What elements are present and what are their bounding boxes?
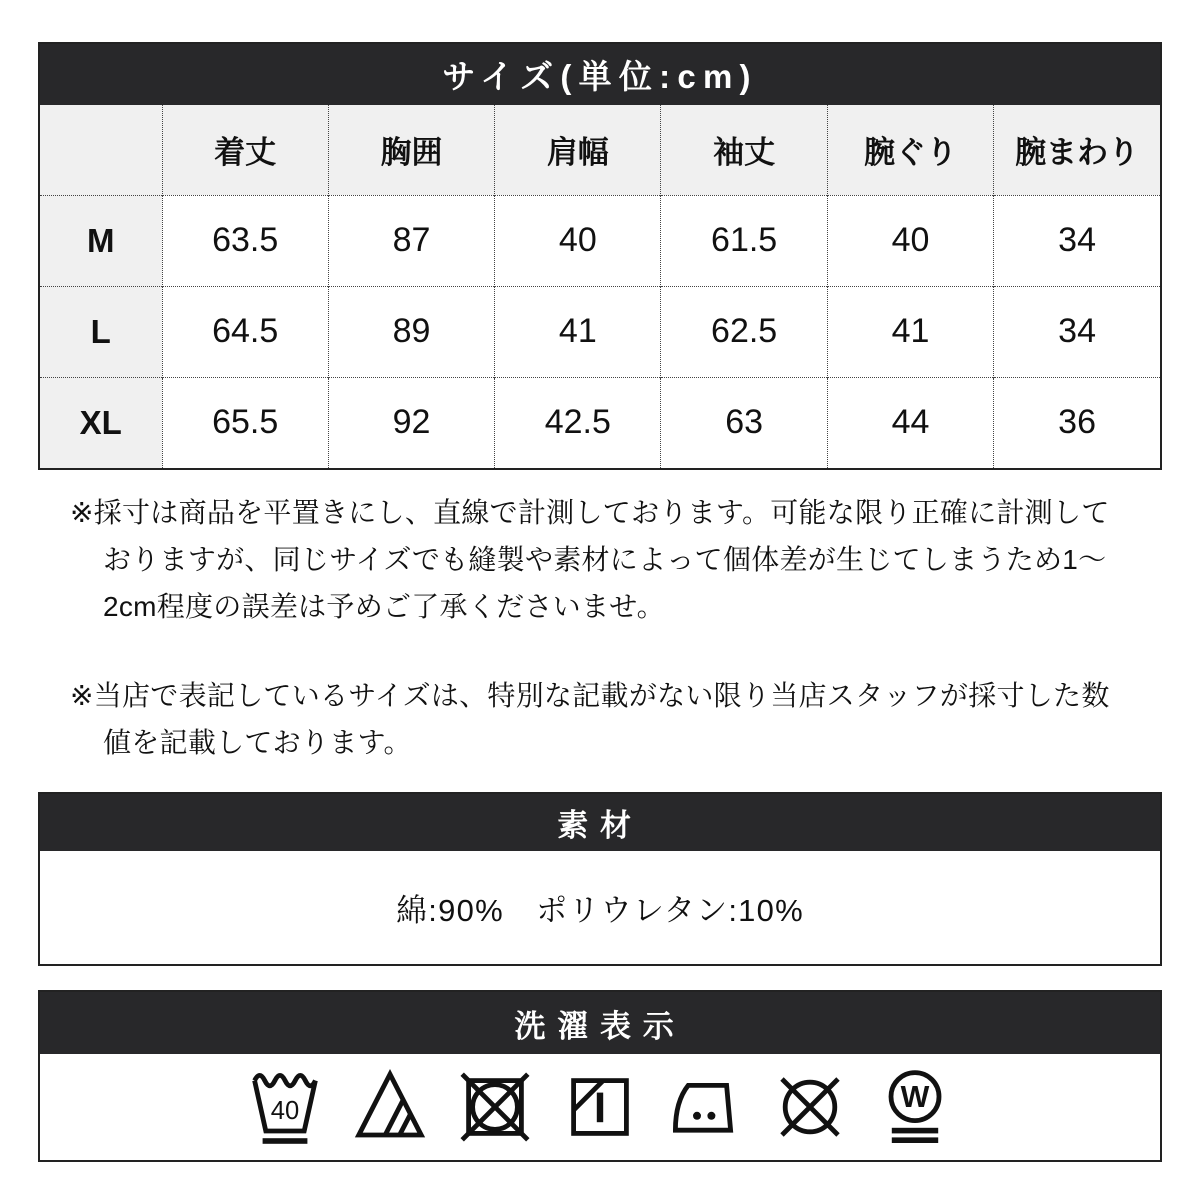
note-text: 採寸は商品を平置きにし、直線で計測しております。可能な限り正確に計測しておりますが、同じサイズでも縫製や素材によって個体差が生じてしまうため1〜2cm程度の誤差は予めご了承くださいませ。 (93, 497, 1110, 622)
column-header-chakutake: 着丈 (162, 105, 328, 195)
measurement-cell: 61.5 (661, 195, 827, 286)
line-dry-in-shade-icon (560, 1063, 640, 1151)
size-table-header-row (40, 105, 1160, 195)
wet-clean-very-gentle-icon (875, 1063, 955, 1151)
note-marker: ※ (70, 680, 94, 711)
table-row-m (40, 195, 1160, 286)
size-section-title: サイズ(単位:cm) (442, 58, 758, 95)
material-header-bar (40, 794, 1160, 851)
material-composition: 綿:90% ポリウレタン:10% (396, 893, 804, 928)
size-label-l: L (40, 286, 162, 377)
table-row-l (40, 286, 1160, 377)
do-not-tumble-dry-icon (455, 1063, 535, 1151)
measurement-cell: 41 (827, 286, 993, 377)
size-table (40, 105, 1160, 468)
column-header-kyoi: 胸囲 (328, 105, 494, 195)
note-marker: ※ (70, 497, 94, 528)
size-table-section (38, 42, 1162, 470)
notes (70, 489, 1132, 766)
size-label-xl: XL (40, 377, 162, 468)
note-measurement-tolerance (70, 489, 1132, 630)
note-staff-measured (70, 672, 1132, 766)
measurement-cell: 64.5 (162, 286, 328, 377)
measurement-cell: 62.5 (661, 286, 827, 377)
care-icons-row (40, 1054, 1160, 1160)
column-header-udeguri: 腕ぐり (827, 105, 993, 195)
measurement-cell: 44 (827, 377, 993, 468)
column-header-sodetake: 袖丈 (661, 105, 827, 195)
measurement-cell: 65.5 (162, 377, 328, 468)
measurement-cell: 36 (994, 377, 1160, 468)
non-chlorine-bleach-icon (350, 1063, 430, 1151)
measurement-cell: 42.5 (495, 377, 661, 468)
wash-temp-label: 40 (270, 1097, 300, 1125)
measurement-cell: 34 (994, 195, 1160, 286)
table-row-xl (40, 377, 1160, 468)
measurement-cell: 63.5 (162, 195, 328, 286)
measurement-cell: 89 (328, 286, 494, 377)
measurement-cell: 63 (661, 377, 827, 468)
column-header-udemawari: 腕まわり (994, 105, 1160, 195)
measurement-cell: 34 (994, 286, 1160, 377)
wash-40-gentle-icon (245, 1063, 325, 1151)
care-header-bar (40, 992, 1160, 1054)
material-title: 素材 (557, 808, 643, 843)
measurement-cell: 41 (495, 286, 661, 377)
corner-cell (40, 105, 162, 195)
measurement-cell: 40 (495, 195, 661, 286)
size-label-m: M (40, 195, 162, 286)
material-section (38, 792, 1162, 966)
measurement-cell: 87 (328, 195, 494, 286)
iron-medium-icon (665, 1063, 745, 1151)
wet-clean-letter: W (900, 1080, 930, 1114)
note-text: 当店で表記しているサイズは、特別な記載がない限り当店スタッフが採寸した数値を記載しております。 (93, 680, 1110, 758)
do-not-dry-clean-icon (770, 1063, 850, 1151)
column-header-katahaba: 肩幅 (495, 105, 661, 195)
care-section (38, 990, 1162, 1162)
measurement-cell: 92 (328, 377, 494, 468)
measurement-cell: 40 (827, 195, 993, 286)
size-section-header-bar (40, 44, 1160, 105)
care-title: 洗濯表示 (514, 1008, 686, 1044)
